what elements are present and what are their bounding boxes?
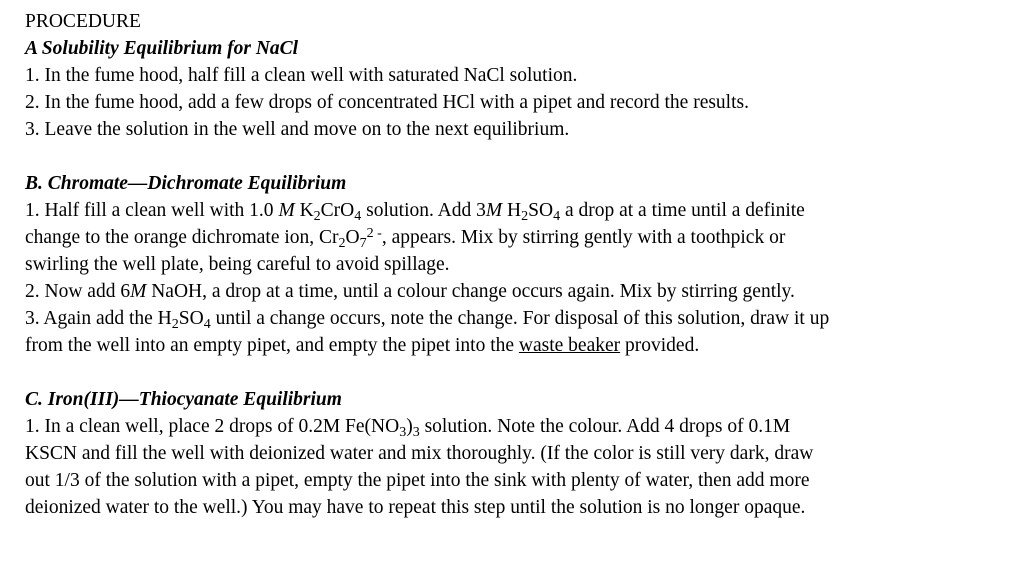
procedure-document xyxy=(25,8,1015,521)
section-c-line-2: KSCN and fill the well with deionized water and mix thoroughly. (If the color is still very dark, draw xyxy=(25,443,814,464)
section-b-step-2: 2. Now add 6M NaOH, a drop at a time, until a colour change occurs again. Mix by stirring gently. xyxy=(25,281,795,302)
section-c-line-1: 1. In a clean well, place 2 drops of 0.2M $Fe(NO_3)_3$ solution. Note the colour. Add 4 drops of 0.1M xyxy=(25,416,791,441)
section-a-step-1: 1. In the fume hood, half fill a clean well with saturated NaCl solution. xyxy=(25,65,578,86)
section-c-line-3: out 1/3 of the solution with a pipet, empty the pipet into the sink with plenty of water, then add more xyxy=(25,470,810,491)
section-b-heading: B. Chromate—Dichromate Equilibrium xyxy=(25,173,347,194)
section-a-step-3: 3. Leave the solution in the well and move on to the next equilibrium. xyxy=(25,119,570,140)
section-a-heading: A Solubility Equilibrium for NaCl xyxy=(25,38,299,59)
section-b-step-1-line-2: change to the orange dichromate ion, $Cr_2O_7^{2 -}$, appears. Mix by stirring gently with a toothpick or xyxy=(25,224,786,252)
section-spacer xyxy=(25,359,1015,386)
section-b-step-3-line-1: 3. Again add the $H_2SO_4$ until a change occurs, note the change. For disposal of this solution, draw it up xyxy=(25,308,830,333)
section-c-line-4: deionized water to the well.) You may have to repeat this step until the solution is no longer opaque. xyxy=(25,497,806,518)
waste-beaker-underlined: waste beaker xyxy=(518,335,621,356)
section-b-step-1-line-1: 1. Half fill a clean well with 1.0 M $K_2CrO_4$ solution. Add 3M $H_2SO_4$ a drop at a time until a definite xyxy=(25,200,805,225)
section-a-step-2: 2. In the fume hood, add a few drops of concentrated HCl with a pipet and record the results. xyxy=(25,92,749,113)
section-b-step-3-line-2: from the well into an empty pipet, and empty the pipet into the waste beaker provided. xyxy=(25,335,700,356)
section-c-heading: C. Iron(III)—Thiocyanate Equilibrium xyxy=(25,389,342,410)
procedure-title: PROCEDURE xyxy=(25,11,141,32)
section-spacer xyxy=(25,143,1015,170)
section-b-step-1-line-3: swirling the well plate, being careful to avoid spillage. xyxy=(25,254,450,275)
